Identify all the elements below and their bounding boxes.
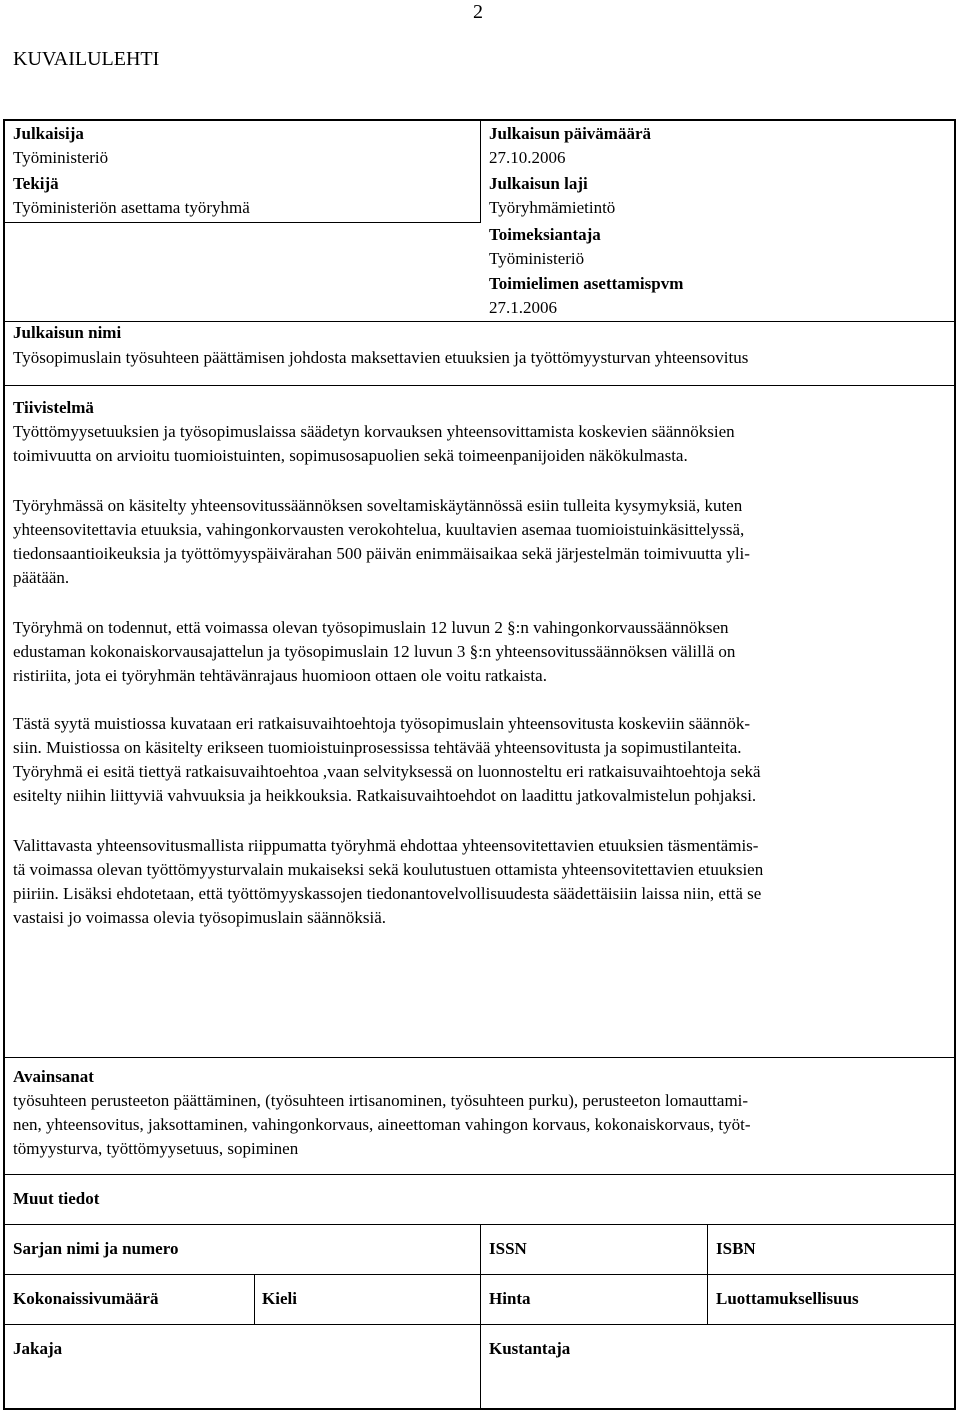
issn-label: ISSN [489,1239,527,1258]
summary-p3-line: edustaman kokonaiskorvausajattelun ja työsopimuslain 12 luvun 3 §:n yhteensovitussäännöksen välillä on [13,642,736,661]
grid-divider-254 [254,1274,255,1325]
summary-p2-line: tiedonsaantioikeuksia ja työttömyyspäivärahan 500 päivän enimmäisaikaa sekä järjestelmän toimivuutta yli- [13,544,750,563]
divider-keywords [3,1057,956,1058]
keywords-line: nen, yhteensovitus, jaksottaminen, vahingonkorvaus, aineettoman vahingon korvaus, kokonaiskorvaus, työt- [13,1115,751,1134]
summary-p4-line: esitelty niihin liittyviä vahvuuksia ja heikkouksia. Ratkaisuvaihtoehdot on laadittu jatkovalmistelun pohjaksi. [13,786,757,805]
publisher-value: Työministeriö [13,148,109,167]
summary-p5-line: piiriin. Lisäksi ehdotetaan, että työttömyyskassojen tiedonantovelvollisuudesta säädettäisiin laissa niin, että se [13,884,762,903]
page-title: KUVAILULEHTI [13,48,160,70]
series-label: Sarjan nimi ja numero [13,1239,179,1258]
summary-p4-line: siin. Muistiossa on käsitelty erikseen tuomioistuinprosessissa tehtävää yhteensovitusta ja sopimustilanteita. [13,738,742,757]
commissioner-value: Työministeriö [489,249,585,268]
frame-left [3,119,5,1410]
keywords-line: tömyysturva, työttömyysetuus, sopiminen [13,1139,299,1158]
pub-type-value: Työryhmämietintö [489,198,616,217]
pages-label: Kokonaissivumäärä [13,1289,159,1308]
summary-paragraph-2 [13,494,948,590]
isbn-label: ISBN [716,1239,756,1258]
pub-date-value: 27.10.2006 [489,148,566,167]
pub-date-label: Julkaisun päivämäärä [489,124,652,143]
body-date-value: 27.1.2006 [489,298,557,317]
price-label: Hinta [489,1289,531,1308]
summary-label: Tiivistelmä [13,398,94,417]
summary-p2-line: päätään. [13,568,70,587]
pub-name-label: Julkaisun nimi [13,323,122,342]
summary-p5-line: tä voimassa olevan työttömyysturvalain mukaiseksi sekä koulutustuen ottamista yhteensovitettavien etuuksien [13,860,764,879]
summary-paragraph-1 [13,420,948,468]
keywords-line: työsuhteen perusteeton päättäminen, (työsuhteen irtisanominen, työsuhteen purku), perusteeton lomauttami- [13,1091,749,1110]
summary-p3-line: ristiriita, jota ei työryhmän tehtävänrajaus huomioon ottaen ole voitu ratkaista. [13,666,547,685]
commissioner-label: Toimeksiantaja [489,225,601,244]
summary-p2-line: Työryhmässä on käsitelty yhteensovitussäännöksen soveltamiskäytännössä esiin tulleita kysymyksiä, kuten [13,496,743,515]
summary-paragraph-5 [13,834,948,930]
other-info-label: Muut tiedot [13,1189,100,1208]
page-number: 2 [473,1,483,23]
header-divider-vertical [480,119,481,222]
summary-p2-line: yhteensovitettavia etuuksia, vahingonkorvausten verokohtelua, kuultavien asemaa tuomioistuinkäsittelyssä, [13,520,745,539]
summary-paragraph-3 [13,616,948,688]
grid-divider-480 [480,1224,481,1409]
keywords-text [13,1089,948,1161]
summary-p3-line: Työryhmä on todennut, että voimassa olevan työsopimuslain 12 luvun 2 §:n vahingonkorvaussäännöksen [13,618,729,637]
body-date-label: Toimielimen asettamispvm [489,274,684,293]
keywords-label: Avainsanat [13,1067,94,1086]
header-divider-horizontal [3,222,481,223]
frame-right [954,119,956,1410]
summary-p1-line: Työttömyysetuuksien ja työsopimuslaissa säädetyn korvauksen yhteensovittamista koskevien säännöksien [13,422,735,441]
summary-p4-line: Tästä syytä muistiossa kuvataan eri ratkaisuvaihtoehtoja työsopimuslain yhteensovitusta koskeviin säännök- [13,714,750,733]
publisher2-label: Kustantaja [489,1339,571,1358]
divider-other-info [3,1174,956,1175]
summary-paragraph-4 [13,712,948,808]
distributor-label: Jakaja [13,1339,63,1358]
author-label: Tekijä [13,174,59,193]
divider-pub-name [3,321,956,322]
divider-summary [3,385,956,386]
confidentiality-label: Luottamuksellisuus [716,1289,859,1308]
pub-name-value: Työsopimuslain työsuhteen päättämisen johdosta maksettavien etuuksien ja työttömyysturvan yhteensovitus [13,348,749,367]
author-value: Työministeriön asettama työryhmä [13,198,250,217]
summary-p4-line: Työryhmä ei esitä tiettyä ratkaisuvaihtoehtoa ,vaan selvityksessä on luonnosteltu eri ratkaisuvaihtoehtoja sekä [13,762,761,781]
grid-divider-707 [707,1224,708,1325]
summary-p5-line: Valittavasta yhteensovitusmallista riippumatta työryhmä ehdottaa yhteensovitettavien etuuksien täsmentämis- [13,836,759,855]
language-label: Kieli [262,1289,297,1308]
summary-p1-line: toimivuutta on arvioitu tuomioistuinten, sopimusosapuolien sekä toimeenpanijoiden näkökulmasta. [13,446,688,465]
publisher-label: Julkaisija [13,124,84,143]
pub-type-label: Julkaisun laji [489,174,588,193]
summary-p5-line: vastaisi jo voimassa olevia työsopimuslain säännöksiä. [13,908,387,927]
